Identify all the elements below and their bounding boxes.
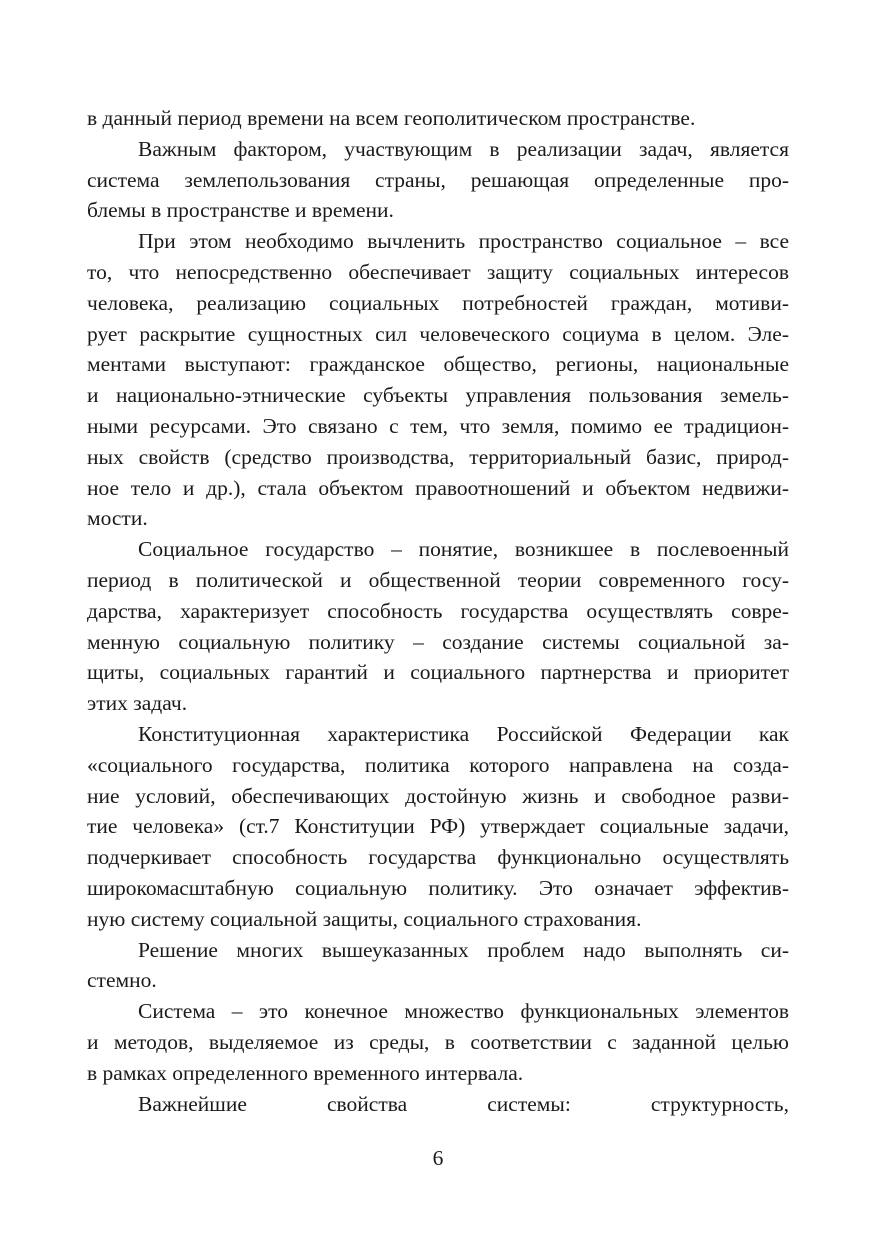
text-line: мости. xyxy=(87,506,148,531)
paragraph xyxy=(87,935,789,997)
text-line: ных свойств (средство производства, территориальный базис, природ- xyxy=(87,444,789,469)
text-line: широкомасштабную социальную политику. Это означает эффектив- xyxy=(87,875,789,900)
text-line: Конституционная характеристика Российской Федерации как xyxy=(138,721,789,746)
text-line: то, что непосредственно обеспечивает защиту социальных интересов xyxy=(87,259,789,284)
text-line: «социального государства, политика которого направлена на созда- xyxy=(87,752,789,777)
text-line: подчеркивает способность государства функционально осуществлять xyxy=(87,845,789,870)
text-line: Важнейшие свойства системы: структурность, xyxy=(138,1091,789,1116)
text-line: стемно. xyxy=(87,968,157,993)
text-line: и национально-этнические субъекты управления пользования земель- xyxy=(87,383,789,408)
text-line: дарства, характеризует способность государства осуществлять совре- xyxy=(87,598,789,623)
text-line: Решение многих вышеуказанных проблем надо выполнять си- xyxy=(138,937,789,962)
text-line: в данный период времени на всем геополитическом пространстве. xyxy=(87,106,696,130)
text-line: ное тело и др.), стала объектом правоотношений и объектом недвижи- xyxy=(87,475,789,500)
text-line: ментами выступают: гражданское общество, регионы, национальные xyxy=(87,352,789,377)
text-line: этих задач. xyxy=(87,691,188,716)
text-line: в рамках определенного временного интервала. xyxy=(87,1060,524,1085)
text-line: ние условий, обеспечивающих достойную жизнь и свободное разви- xyxy=(87,783,789,808)
paragraph xyxy=(87,996,789,1088)
text-line: человека, реализацию социальных потребностей граждан, мотиви- xyxy=(87,290,789,315)
text-line: тие человека» (ст.7 Конституции РФ) утверждает социальные задачи, xyxy=(87,814,789,839)
text-line: ную систему социальной защиты, социального страхования. xyxy=(87,906,642,931)
text-line: ными ресурсами. Это связано с тем, что земля, помимо ее традицион- xyxy=(87,413,789,438)
text-line: и методов, выделяемое из среды, в соответствии с заданной целью xyxy=(87,1029,789,1054)
text-line: блемы в пространстве и времени. xyxy=(87,198,394,223)
paragraph xyxy=(87,1089,789,1120)
text-line: Социальное государство – понятие, возникшее в послевоенный xyxy=(138,537,789,562)
text-line: система землепользования страны, решающая определенные про- xyxy=(87,167,789,192)
text-line: менную социальную политику – создание системы социальной за- xyxy=(87,629,789,654)
text-line: Важным фактором, участвующим в реализации задач, является xyxy=(138,136,789,161)
text-line: щиты, социальных гарантий и социального партнерства и приоритет xyxy=(87,660,789,685)
paragraph xyxy=(87,534,789,719)
text-line: При этом необходимо вычленить пространство социальное – все xyxy=(138,229,789,254)
text-line: рует раскрытие сущностных сил человеческого социума в целом. Эле- xyxy=(87,321,789,346)
text-line: период в политической и общественной теории современного госу- xyxy=(87,567,789,592)
paragraph xyxy=(87,103,789,134)
page-number: 6 xyxy=(432,1146,444,1170)
paragraph xyxy=(87,134,789,226)
paragraph xyxy=(87,226,789,534)
paragraph xyxy=(87,719,789,935)
body-text xyxy=(87,103,789,1119)
text-line: Система – это конечное множество функциональных элементов xyxy=(138,999,789,1024)
